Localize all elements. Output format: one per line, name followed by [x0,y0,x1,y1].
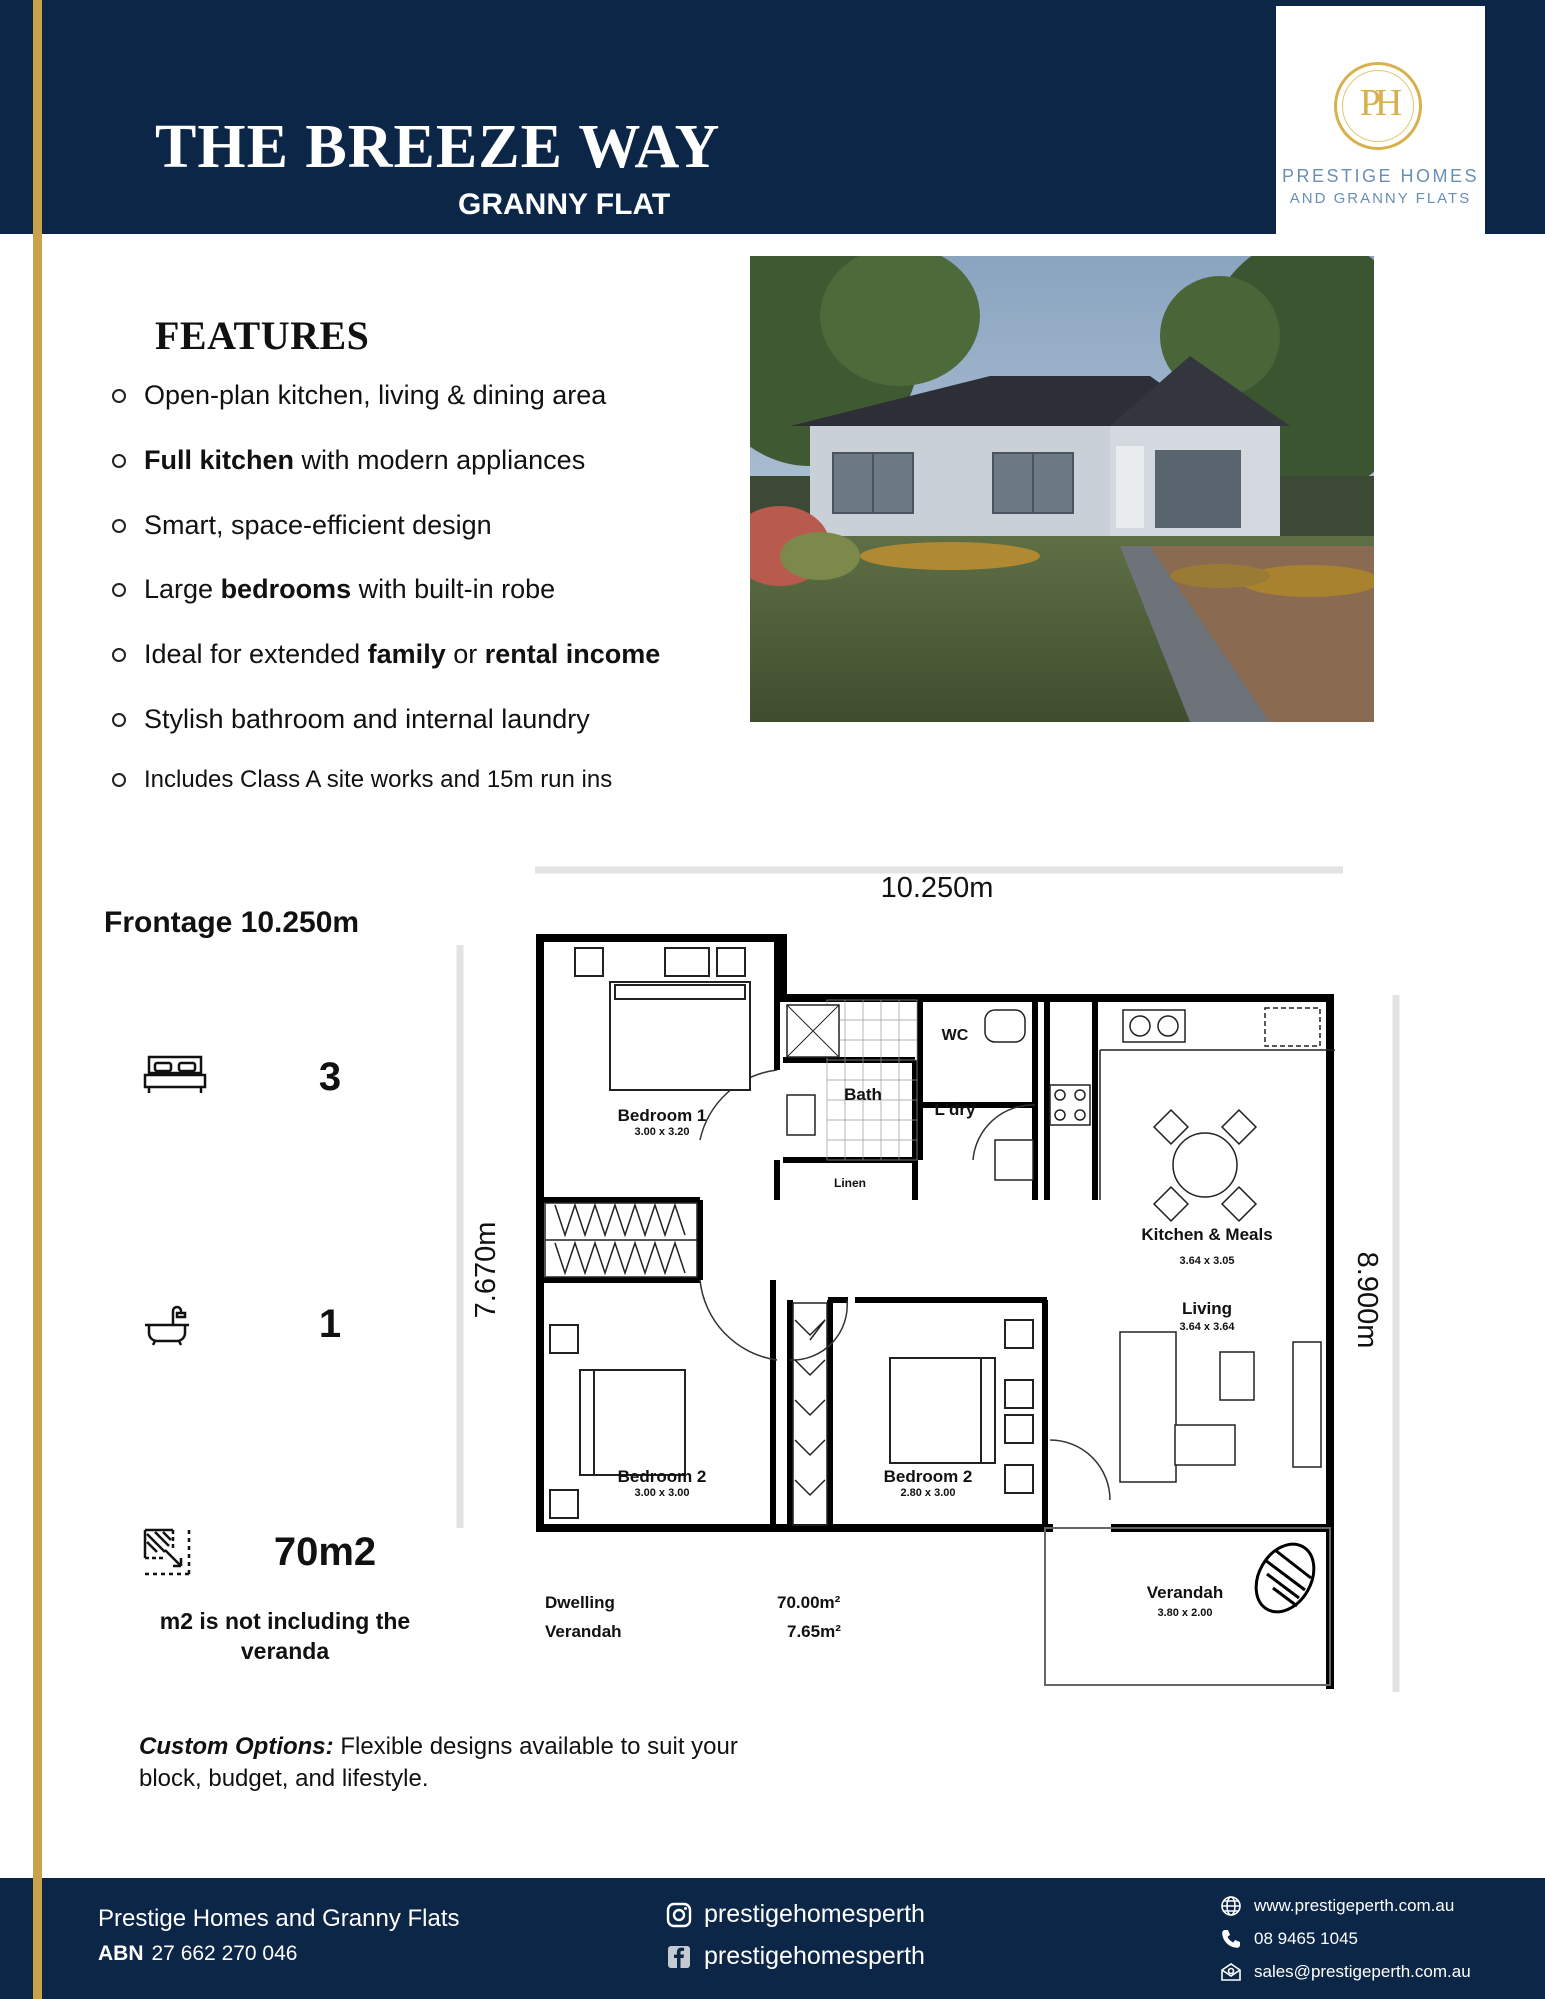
bullet-icon [112,648,126,662]
bed-icon [143,1051,207,1099]
phone-link[interactable]: 08 9465 1045 [1220,1928,1358,1950]
page-subtitle: GRANNY FLAT [458,188,671,221]
room-label-bedroom2a: Bedroom 2 [617,1467,707,1486]
phone-icon [1220,1928,1242,1950]
footer [0,1878,1545,1999]
floor-plan [455,860,1435,1700]
feature-item: Smart, space-efficient design [112,510,492,541]
room-label-laundry: L'dry [934,1100,976,1119]
logo-monogram: PH [1359,82,1397,124]
footer-abn: ABN 27 662 270 046 [98,1942,298,1965]
room-size-verandah: 3.80 x 2.00 [1157,1607,1213,1619]
custom-options [139,1731,759,1795]
area-note: m2 is not including the veranda [159,1608,411,1664]
area-label-dwelling: Dwelling [545,1593,615,1612]
area-value-dwelling: 70.00m² [777,1593,841,1612]
custom-options-label: Custom Options: [139,1733,334,1760]
area-value-verandah: 7.65m² [787,1622,841,1641]
house-render-image [750,256,1374,722]
bedroom-count: 3 [318,1055,342,1099]
company-logo[interactable] [1276,6,1485,274]
room-label-bath: Bath [844,1085,882,1104]
room-size-bedroom1: 3.00 x 3.20 [634,1126,690,1138]
room-label-wc: WC [941,1027,969,1044]
bath-icon [143,1299,191,1347]
email-link[interactable]: sales@prestigeperth.com.au [1220,1961,1471,1983]
footer-company-name: Prestige Homes and Granny Flats [98,1905,460,1932]
room-label-kitchen: Kitchen & Meals [1141,1225,1273,1244]
instagram-link[interactable]: prestigehomesperth [666,1900,925,1929]
mail-icon [1220,1961,1242,1983]
area-icon [143,1528,191,1576]
logo-emblem [1334,62,1422,150]
website-link[interactable]: www.prestigeperth.com.au [1220,1895,1454,1917]
room-size-bedroom2b: 2.80 x 3.00 [900,1487,956,1499]
facebook-link[interactable]: prestigehomesperth [666,1942,925,1971]
room-label-bedroom1: Bedroom 1 [617,1106,707,1125]
room-size-bedroom2a: 3.00 x 3.00 [634,1487,690,1499]
features-heading: FEATURES [155,313,370,358]
room-label-living: Living [1181,1299,1233,1318]
bullet-icon [112,454,126,468]
bullet-icon [112,713,126,727]
logo-text-primary: PRESTIGE HOMES [1281,166,1480,186]
page-title: THE BREEZE WAY [155,113,721,181]
room-size-living: 3.64 x 3.64 [1179,1321,1235,1333]
custom-options-text: Flexible designs available to suit your block, budget, and lifestyle. [139,1733,745,1792]
feature-item: Full kitchen with modern appliances [112,445,585,476]
room-label-linen: Linen [834,1176,866,1190]
bullet-icon [112,583,126,597]
floor-area: 70m2 [273,1530,377,1574]
room-label-bedroom2b: Bedroom 2 [883,1467,973,1486]
feature-item: Stylish bathroom and internal laundry [112,704,590,735]
feature-item: Large bedrooms with built-in robe [112,574,555,605]
bullet-icon [112,389,126,403]
room-label-verandah: Verandah [1146,1583,1224,1602]
feature-item: Open-plan kitchen, living & dining area [112,380,606,411]
room-size-kitchen: 3.64 x 3.05 [1179,1255,1235,1267]
logo-text-secondary: AND GRANNY FLATS [1289,190,1472,207]
bathroom-count: 1 [318,1302,342,1346]
bullet-icon [112,519,126,533]
facebook-icon [666,1944,692,1970]
width-dimension: 10.250m [880,872,994,904]
gold-accent-bar [33,0,42,1999]
left-depth-dimension: 7.670m [470,1221,502,1319]
instagram-icon [666,1902,692,1928]
bullet-icon [112,773,126,787]
frontage-label: Frontage 10.250m [104,906,360,939]
area-label-verandah: Verandah [545,1622,622,1641]
globe-icon [1220,1895,1242,1917]
feature-item: Includes Class A site works and 15m run ins [112,766,612,794]
feature-item: Ideal for extended family or rental income [112,639,660,670]
right-depth-dimension: 8.900m [1351,1251,1383,1349]
